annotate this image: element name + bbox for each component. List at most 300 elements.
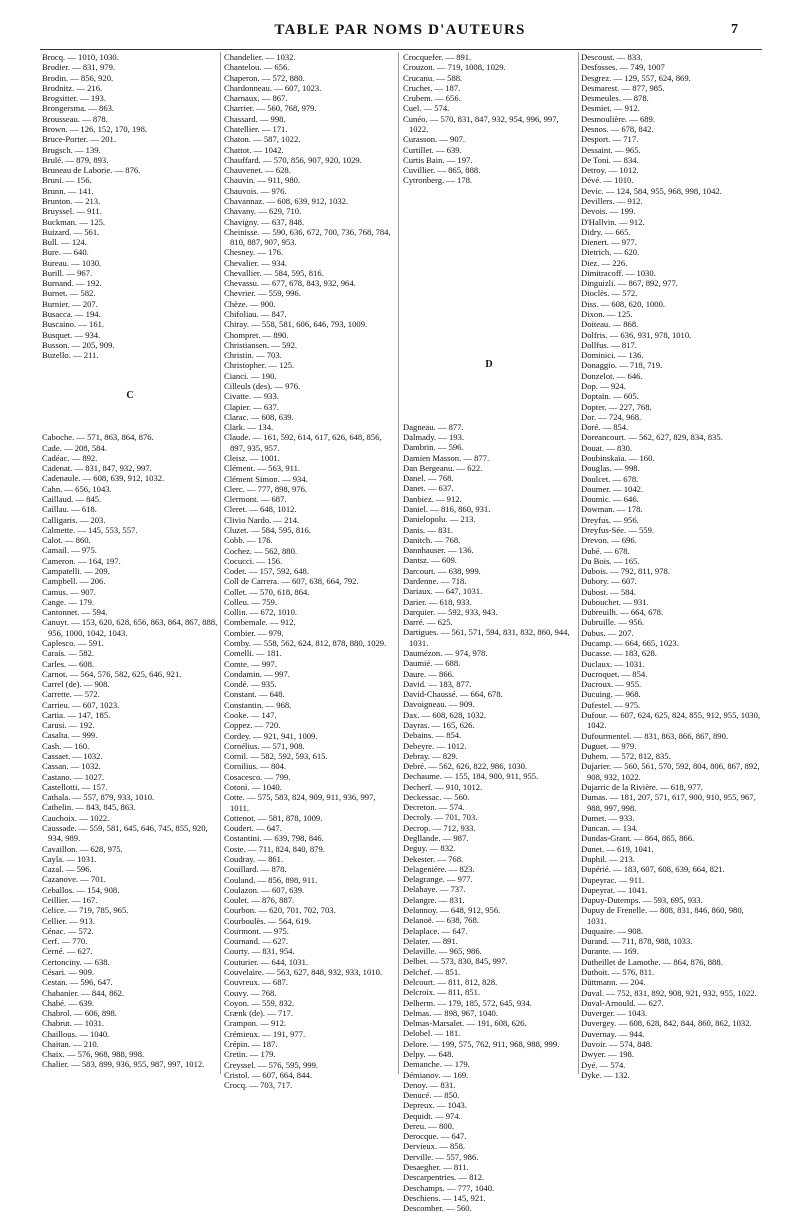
index-entry: Cange. — 179. — [42, 596, 95, 607]
index-entry: Chantelou. — 656. — [224, 62, 290, 73]
index-entry: Desmoulière. — 689. — [581, 113, 655, 124]
index-entry: Delaville. — 965, 986. — [403, 946, 482, 957]
index-entry: Combemale. — 912. — [224, 617, 296, 628]
index-entry: Duverger. — 1043. — [581, 1008, 648, 1019]
index-entry: Courboulès. — 564, 619. — [224, 915, 311, 926]
index-entry: Descomber. — 560. — [403, 1203, 472, 1213]
index-entry: Cahn. — 656, 1043. — [42, 483, 112, 494]
index-entry: Christin. — 703. — [224, 350, 282, 361]
index-entry: Crænk (de). — 717. — [224, 1008, 293, 1019]
index-entry: Certonciny. — 638. — [42, 956, 110, 967]
blank-line — [403, 278, 575, 288]
index-entry: Denucé. — 850. — [403, 1090, 460, 1101]
index-entry: Dan Bergeanu. — 622. — [403, 462, 483, 473]
index-entry: Cash. — 160. — [42, 740, 90, 751]
column-divider — [578, 52, 579, 1074]
index-entry: Clark. — 134. — [224, 422, 274, 433]
index-entry: Comelli. — 181. — [224, 648, 282, 659]
index-entry: Clément. — 563, 911. — [224, 463, 301, 474]
index-entry: Dariaux. — 647, 1031. — [403, 586, 483, 597]
index-entry: Danet. — 637. — [403, 483, 454, 494]
section-letter: C — [126, 390, 134, 402]
index-entry: Combier. — 979. — [224, 627, 284, 638]
index-entry: Cochez. — 562, 880. — [224, 545, 298, 556]
index-entry: Bruyssel. — 911. — [42, 206, 102, 217]
index-entry: Brunn. — 141. — [42, 185, 94, 196]
index-entry: Camail. — 975. — [42, 545, 97, 556]
index-entry: Delanoë. — 638, 768. — [403, 915, 479, 926]
index-entry: Dechaume. — 155, 184, 900, 911, 955. — [403, 771, 539, 782]
index-entry: Cayla. — 1031. — [42, 853, 97, 864]
blank-line — [403, 216, 575, 226]
index-entry: Comby. — 558, 562, 624, 812, 878, 880, 1029. — [224, 638, 387, 649]
index-entry: Delahaye. — 737. — [403, 884, 466, 895]
index-entry: Carles. — 608. — [42, 658, 95, 669]
index-entry: Descarpentries. — 812. — [403, 1172, 485, 1183]
index-entry: Cunéo. — 570, 831, 847, 932, 954, 996, 997, 1022. — [403, 113, 559, 134]
blank-line — [403, 309, 575, 319]
index-entry: Dopter. — 227, 768. — [581, 401, 652, 412]
index-entry: Chavany. — 629, 710. — [224, 206, 302, 217]
index-entry: Coulazon. — 607, 639. — [224, 884, 305, 895]
index-entry: Dinguizli. — 867, 892, 977. — [581, 278, 678, 289]
index-entry: Dubouchet. — 931. — [581, 596, 649, 607]
index-entry: Coyon. — 559, 832. — [224, 997, 295, 1008]
index-entry: Bruce-Porter. — 201. — [42, 134, 116, 145]
index-entry: D'Hallvin. — 912. — [581, 216, 645, 227]
index-entry: Bruneau de Laborie. — 876. — [42, 165, 141, 176]
index-entry: Dwyer. — 198. — [581, 1049, 634, 1060]
blank-line — [403, 237, 575, 247]
index-entry: Delagrange. — 977. — [403, 874, 473, 885]
index-entry: Cruchet. — 187. — [403, 82, 461, 93]
index-entry: Caillaud. — 845. — [42, 494, 102, 504]
index-entry: Calmette. — 145, 553, 557. — [42, 524, 138, 535]
index-entry: Couvelaire. — 563, 627, 848, 932, 933, 1010. — [224, 967, 383, 978]
index-entry: Cytronberg. — 178. — [403, 175, 473, 186]
index-entry: Derville. — 557, 986. — [403, 1151, 479, 1162]
index-entry: Daure. — 866. — [403, 668, 455, 679]
index-entry: Brugsch. — 139. — [42, 144, 101, 155]
index-entry: Dessaint. — 965. — [581, 144, 641, 155]
index-entry: Debray. — 829. — [403, 750, 458, 761]
index-entry: Daumié. — 688. — [403, 658, 461, 669]
index-entry: Dimitracoff. — 1030. — [581, 267, 656, 278]
index-entry: Doumer. — 1042. — [581, 483, 644, 494]
blank-line — [42, 412, 218, 422]
index-entry: Burnand. — 192. — [42, 278, 102, 289]
index-entry: Coulet. — 876, 887. — [224, 895, 295, 906]
index-entry: Denoy. — 831. — [403, 1079, 456, 1090]
index-entry: Dantsz. — 609. — [403, 555, 457, 566]
blank-line — [42, 360, 218, 370]
index-entry: Crémieux. — 191, 977. — [224, 1028, 306, 1039]
index-entry: Dundas-Grant. — 864, 865, 866. — [581, 833, 695, 844]
index-entry: Dop. — 924. — [581, 381, 626, 391]
index-entry: Coudray. — 861. — [224, 853, 284, 864]
index-entry: Decreton. — 574. — [403, 802, 465, 813]
index-entry: Constant. — 648. — [224, 689, 285, 700]
index-entry: Chevalier. — 934. — [224, 257, 288, 268]
index-entry: Carrette. — 572. — [42, 689, 100, 700]
index-entry: Césari. — 909. — [42, 966, 95, 977]
index-entry: Coll de Carrera. — 607, 638, 664, 792. — [224, 576, 359, 587]
index-entry: Cluzet. — 584, 595, 816. — [224, 524, 311, 535]
index-entry: Chevrier. — 559, 996. — [224, 288, 301, 299]
index-entry: Delchef. — 851. — [403, 966, 461, 977]
blank-line — [403, 288, 575, 298]
index-entry: Duval-Arnould. — 627. — [581, 997, 664, 1008]
index-entry: Brunton. — 213. — [42, 195, 101, 206]
index-entry: Clapier. — 637. — [224, 401, 279, 412]
index-entry: Ducroquet. — 854. — [581, 668, 648, 679]
index-entry: Diss. — 608, 620, 1000. — [581, 298, 666, 309]
index-entry: Cilleuls (des). — 976. — [224, 381, 301, 391]
index-entry: Delbet. — 573, 830, 845, 997. — [403, 956, 508, 967]
index-entry: Cotte. — 575, 583, 824, 909, 911, 936, 997, 1011. — [224, 792, 376, 813]
index-entry: Danis. — 831. — [403, 524, 454, 535]
index-entry: Dannhauser. — 136. — [403, 545, 474, 556]
index-entry: Calligaris. — 203. — [42, 514, 106, 525]
index-entry: Delaplace. — 647. — [403, 925, 468, 936]
index-entry: Cassaet. — 1032. — [42, 751, 103, 762]
index-entry: Chavigny. — 637, 848. — [224, 216, 305, 227]
index-entry: Duguet. — 979. — [581, 740, 637, 751]
index-entry: Duvergey. — 608, 628, 842, 844, 860, 862, 1032. — [581, 1018, 752, 1029]
index-column-1 — [42, 52, 218, 1077]
page-title: TABLE PAR NOMS D'AUTEURS — [274, 22, 526, 38]
column-divider — [220, 52, 221, 1074]
blank-line — [42, 422, 218, 432]
index-entry: Chabanier. — 844, 862. — [42, 987, 125, 998]
index-entry: Collin. — 672, 1010. — [224, 607, 298, 618]
index-entry: Cocucci. — 156. — [224, 555, 283, 566]
index-entry: Demanche. — 179. — [403, 1059, 470, 1070]
index-entry: Chauffard. — 570, 856, 907, 920, 1029. — [224, 154, 362, 165]
blank-line — [403, 247, 575, 257]
index-entry: Dyke. — 132. — [581, 1069, 630, 1080]
index-entry: Daumézon. — 974, 978. — [403, 647, 488, 658]
index-entry: Delannoy. — 648, 912, 956. — [403, 905, 501, 915]
index-entry: Delagenière. — 823. — [403, 863, 475, 874]
index-entry: Courty. — 831, 954. — [224, 946, 295, 957]
index-entry: Decroly. — 701, 703. — [403, 812, 478, 823]
index-entry: Desmeules. — 878. — [581, 93, 649, 104]
index-entry: Bure. — 640. — [42, 247, 89, 258]
index-entry: Daniel. — 816, 860, 931. — [403, 504, 491, 515]
blank-line — [403, 340, 575, 350]
index-entry: Dubois. — 792, 811, 978. — [581, 566, 670, 577]
index-column-4 — [581, 52, 761, 1080]
index-entry: Chalier. — 583, 899, 936, 955, 987, 997, 1012. — [42, 1059, 205, 1070]
index-entry: Ducroux. — 955. — [581, 679, 642, 690]
index-entry: Delpy. — 648. — [403, 1048, 454, 1059]
index-entry: Doptain. — 605. — [581, 391, 639, 402]
blank-line — [403, 186, 575, 196]
index-column-3 — [403, 52, 575, 1213]
index-entry: Donaggio. — 718, 719. — [581, 360, 663, 371]
blank-line — [403, 299, 575, 309]
index-entry: Couvy. — 768. — [224, 987, 277, 998]
index-entry: Duvoir. — 574, 848. — [581, 1039, 653, 1049]
index-entry: Chattot. — 1042. — [224, 144, 284, 155]
index-entry: Ducuing. — 968. — [581, 689, 641, 700]
index-entry: Ceballos. — 154, 908. — [42, 884, 120, 895]
index-entry: Doré. — 854. — [581, 422, 629, 433]
index-entry: Cassan. — 1032. — [42, 761, 101, 772]
index-entry: Dardenne. — 718. — [403, 576, 467, 586]
index-entry: Cade. — 208, 584. — [42, 442, 107, 453]
index-entry: Brousseau. — 878. — [42, 113, 108, 124]
index-entry: Crubem. — 656. — [403, 93, 461, 104]
index-entry: Christiansen. — 592. — [224, 339, 298, 350]
index-entry: Dumet. — 933. — [581, 812, 635, 823]
index-entry: Dufourmentel. — 831, 863, 866, 867, 890. — [581, 730, 729, 741]
index-entry: Caillau. — 618. — [42, 504, 97, 515]
index-entry: Desaegher. — 811. — [403, 1162, 469, 1173]
index-entry: Delore. — 199, 575, 762, 911, 968, 988, 999. — [403, 1038, 560, 1049]
index-entry: Busson. — 205, 909. — [42, 339, 115, 350]
index-entry: Crampon. — 912. — [224, 1018, 287, 1029]
index-entry: Cristol. — 607, 664, 844. — [224, 1069, 312, 1080]
index-entry: Crouzon. — 719, 1008, 1029. — [403, 62, 506, 73]
index-entry: Chavannaz. — 608, 639, 912, 1032. — [224, 195, 349, 206]
index-entry: Detroy. — 1012. — [581, 165, 639, 176]
blank-line — [403, 370, 575, 380]
index-entry: Chaitan. — 210. — [42, 1038, 99, 1049]
index-entry: Castellotti. — 157. — [42, 781, 108, 792]
index-entry: Dereu. — 800. — [403, 1120, 455, 1131]
index-entry: Brocq. — 1010, 1030. — [42, 52, 119, 62]
index-entry: Clivio Nardo. — 214. — [224, 514, 300, 525]
index-entry: Camus. — 907. — [42, 586, 96, 597]
index-entry: Cathala. — 557, 879, 933, 1010. — [42, 792, 155, 803]
index-entry: Dubreuilh. — 664, 678. — [581, 607, 664, 618]
index-entry: Chandelier. — 1032. — [224, 52, 296, 62]
index-entry: Chesney. — 176. — [224, 247, 284, 258]
index-entry: Brown. — 126, 152, 170, 198. — [42, 123, 148, 134]
index-entry: Douat. — 830. — [581, 442, 633, 453]
index-entry: Brulé. — 879, 893. — [42, 154, 109, 165]
index-entry: Dreyfus. — 956. — [581, 514, 639, 525]
index-entry: Creyssel. — 576, 595, 999. — [224, 1059, 319, 1070]
index-entry: Curtillet. — 639. — [403, 144, 462, 155]
index-entry: Chèze. — 900. — [224, 298, 276, 309]
index-entry: Couturier. — 644, 1031. — [224, 956, 309, 967]
index-entry: Curasson. — 907. — [403, 134, 466, 145]
index-entry: Desgrez. — 129, 557, 624, 869. — [581, 72, 691, 83]
index-entry: Dambrin. — 596. — [403, 442, 464, 453]
index-entry: Cleret. — 648, 1012. — [224, 504, 297, 515]
index-entry: Damien Masson. — 877. — [403, 452, 490, 463]
index-entry: Campatelli. — 209. — [42, 565, 110, 576]
index-entry: Delater. — 891. — [403, 935, 458, 946]
index-entry: Brodier. — 831, 979. — [42, 62, 116, 73]
index-entry: Duclaux. — 1031. — [581, 658, 645, 669]
index-entry: Cornélius. — 571, 908. — [224, 740, 305, 751]
index-entry: Dufestel. — 975. — [581, 699, 641, 710]
index-entry: Bruni. — 156. — [42, 175, 92, 186]
index-entry: Dolfris. — 636, 931, 978, 1010. — [581, 329, 692, 340]
index-entry: Dagneau. — 877. — [403, 421, 464, 432]
index-entry: Clerc. — 777, 898, 976. — [224, 483, 308, 494]
blank-line — [403, 412, 575, 422]
index-entry: Ducasse. — 183, 628. — [581, 648, 657, 659]
index-entry: Derocque. — 647. — [403, 1131, 467, 1142]
index-entry: Doumic. — 646. — [581, 494, 639, 505]
index-entry: Cerné. — 627. — [42, 946, 93, 957]
index-entry: Carnot. — 564, 576, 582, 625, 646, 921. — [42, 668, 182, 679]
index-entry: David-Chaussé. — 664, 678. — [403, 689, 503, 700]
index-entry: Ceillier. — 167. — [42, 894, 98, 905]
blank-line — [403, 329, 575, 339]
index-entry: Doreancourt. — 562, 627, 829, 834, 835. — [581, 432, 723, 443]
index-entry: Charnaux. — 867. — [224, 93, 288, 104]
index-entry: Condamin. — 997. — [224, 668, 290, 679]
index-entry: Dayras. — 165, 626. — [403, 719, 475, 730]
index-entry: Dévé. — 1010. — [581, 175, 634, 186]
index-entry: Clément Simon. — 934. — [224, 473, 308, 484]
index-entry: Dujarric de la Rivière. — 618, 977. — [581, 781, 703, 792]
column-divider — [398, 52, 399, 1074]
index-entry: Cordey. — 921, 941, 1009. — [224, 730, 318, 741]
index-entry: Dutheillet de Lamothe. — 864, 876, 888. — [581, 956, 723, 967]
index-entry: Crocquefer. — 891. — [403, 52, 472, 62]
index-entry: Delangre. — 831. — [403, 894, 465, 905]
index-entry: Dumas. — 181, 207, 571, 617, 900, 910, 955, 967, 988, 997, 998. — [581, 792, 756, 813]
index-entry: Doubinskaïa. — 160. — [581, 452, 655, 463]
index-entry: Douglas. — 998. — [581, 463, 640, 474]
index-entry: Durante. — 169. — [581, 946, 639, 957]
index-entry: Dartigues. — 561, 571, 594, 831, 832, 860, 944, 1031. — [403, 627, 570, 648]
index-entry: Chardonneau. — 607, 1023. — [224, 82, 322, 93]
index-entry: Desmarest. — 877, 985. — [581, 82, 665, 93]
index-entry: Cretin. — 179. — [224, 1049, 276, 1060]
index-entry: Bull. — 124. — [42, 237, 87, 248]
index-entry: Dupuy-Dutemps. — 593, 695, 933. — [581, 895, 703, 906]
index-entry: Delmas. — 898, 967, 1040. — [403, 1007, 499, 1018]
index-entry: Dreyfus-Sée. — 559. — [581, 524, 655, 535]
index-entry: Degllande. — 987. — [403, 833, 469, 844]
blank-line — [403, 206, 575, 216]
index-entry: Diez. — 226. — [581, 257, 628, 268]
index-entry: Carusi. — 192. — [42, 720, 95, 731]
index-entry: Devic. — 124, 584, 955, 968, 998, 1042. — [581, 185, 722, 196]
index-entry: Bureau. — 1030. — [42, 257, 102, 268]
index-entry: Campbell. — 206. — [42, 576, 106, 587]
index-entry: Chatellier. — 171. — [224, 123, 288, 134]
index-entry: Cadenaule. — 608, 639, 912, 1032. — [42, 473, 165, 484]
index-entry: Danielopolu. — 213. — [403, 514, 476, 525]
index-entry: Duthoit. — 576, 811. — [581, 967, 655, 978]
index-entry: Civatte. — 933. — [224, 391, 279, 402]
index-entry: Dubruille. — 956. — [581, 617, 645, 628]
index-entry: Burnier. — 207. — [42, 298, 98, 309]
blank-line — [403, 268, 575, 278]
index-entry: Cathelin. — 843, 845, 863. — [42, 802, 136, 813]
index-entry: Deschamps. — 777, 1040. — [403, 1182, 495, 1193]
index-entry: Brodnitz. — 216. — [42, 82, 103, 93]
index-entry: Chauvenet. — 628. — [224, 165, 291, 176]
index-entry: Crocq. — 703, 717. — [224, 1080, 293, 1091]
index-entry: Caboche. — 571, 863, 864, 876. — [42, 432, 154, 443]
index-entry: Dekester. — 768. — [403, 853, 464, 864]
index-entry: Chabrut. — 1031. — [42, 1018, 105, 1029]
index-entry: Dubory. — 607. — [581, 576, 637, 587]
index-entry: Duncan. — 134. — [581, 823, 638, 834]
index-entry: Danbiez. — 912. — [403, 493, 462, 504]
index-entry: Duhem. — 572, 812, 835. — [581, 751, 671, 762]
index-entry: Dor. — 724, 968. — [581, 411, 642, 422]
index-entry: Drevon. — 696. — [581, 535, 637, 546]
index-entry: Clarac. — 608, 639. — [224, 411, 294, 422]
index-entry: Chevallier. — 584, 595, 816. — [224, 267, 324, 278]
index-entry: Debré. — 562, 626, 822, 986, 1030. — [403, 761, 528, 772]
index-entry: Dioclès. — 572. — [581, 288, 638, 299]
index-entry: Dupuy de Frenelle. — 808, 831, 846, 860, 980, 1031. — [581, 905, 744, 926]
index-entry: Duphil. — 213. — [581, 853, 635, 864]
index-entry: Couvreux. — 687. — [224, 977, 288, 988]
index-entry: Coudert. — 647. — [224, 823, 282, 834]
index-entry: Coppez. — 720. — [224, 720, 281, 731]
index-entry: Darré. — 625. — [403, 617, 453, 628]
index-entry: Coste. — 711, 824, 840, 879. — [224, 843, 325, 854]
index-entry: Burill. — 967. — [42, 267, 93, 278]
index-entry: Chauvin. — 911, 980. — [224, 175, 301, 186]
index-entry: Courmont. — 975. — [224, 925, 289, 936]
index-entry: Carrieu. — 607, 1023. — [42, 699, 120, 710]
index-entry: Davoigneau. — 909. — [403, 699, 475, 710]
index-entry: Chaperon. — 572, 880. — [224, 72, 305, 83]
index-entry: Caplesco. — 591. — [42, 637, 104, 648]
index-entry: Chassard. — 998. — [224, 113, 286, 124]
index-entry: Dujarier. — 560, 561, 570, 592, 804, 806, 867, 892, 908, 932, 1022. — [581, 761, 760, 782]
index-entry: Chaillous. — 1040. — [42, 1028, 110, 1039]
index-entry: Cauchoix. — 1022. — [42, 812, 110, 823]
index-entry: Cartia. — 147, 185. — [42, 709, 111, 720]
index-entry: Cantonnet. — 594. — [42, 607, 108, 618]
index-entry: Decrop. — 712, 933. — [403, 822, 476, 833]
index-entry: Dubé. — 678. — [581, 545, 630, 556]
index-entry: Démianov. — 169. — [403, 1069, 469, 1080]
index-entry: Devillers. — 912. — [581, 195, 643, 206]
index-entry: Casalta. — 999. — [42, 730, 98, 741]
index-entry: Cotoni. — 1040. — [224, 781, 282, 792]
index-entry: Chauvois. — 976. — [224, 185, 287, 196]
index-entry: Cénac. — 572. — [42, 925, 94, 936]
index-entry: Buscaino. — 161. — [42, 319, 105, 330]
index-entry: Dalmady. — 193. — [403, 432, 465, 443]
index-entry: Doulcet. — 678. — [581, 473, 639, 484]
index-entry: Cestan. — 596, 647. — [42, 977, 113, 988]
index-entry: David. — 183, 877. — [403, 678, 472, 689]
index-entry: Cooke. — 147. — [224, 710, 277, 720]
index-entry: Chaix. — 576, 968, 988, 998. — [42, 1049, 145, 1060]
index-entry: Cleisz. — 1001. — [224, 452, 280, 463]
index-entry: Cazal. — 596. — [42, 864, 92, 875]
index-entry: Cobb. — 176. — [224, 535, 273, 546]
index-entry: Courbon. — 620, 701, 702, 703. — [224, 905, 336, 916]
index-entry: Duvernay. — 944. — [581, 1028, 645, 1039]
index-entry: Celice. — 719, 785, 965. — [42, 905, 129, 916]
index-entry: Claude. — 161, 592, 614, 617, 626, 648, 856, 897, 935, 957. — [224, 432, 382, 453]
index-entry: Cadéac. — 892. — [42, 452, 98, 463]
index-entry: Darier. — 618, 933. — [403, 596, 472, 607]
index-entry: Brogsitter. — 193. — [42, 93, 106, 104]
index-entry: Dietrich. — 620. — [581, 247, 640, 258]
index-entry: Brodin. — 856, 920. — [42, 72, 114, 83]
index-entry: Dollfus. — 817. — [581, 339, 637, 350]
